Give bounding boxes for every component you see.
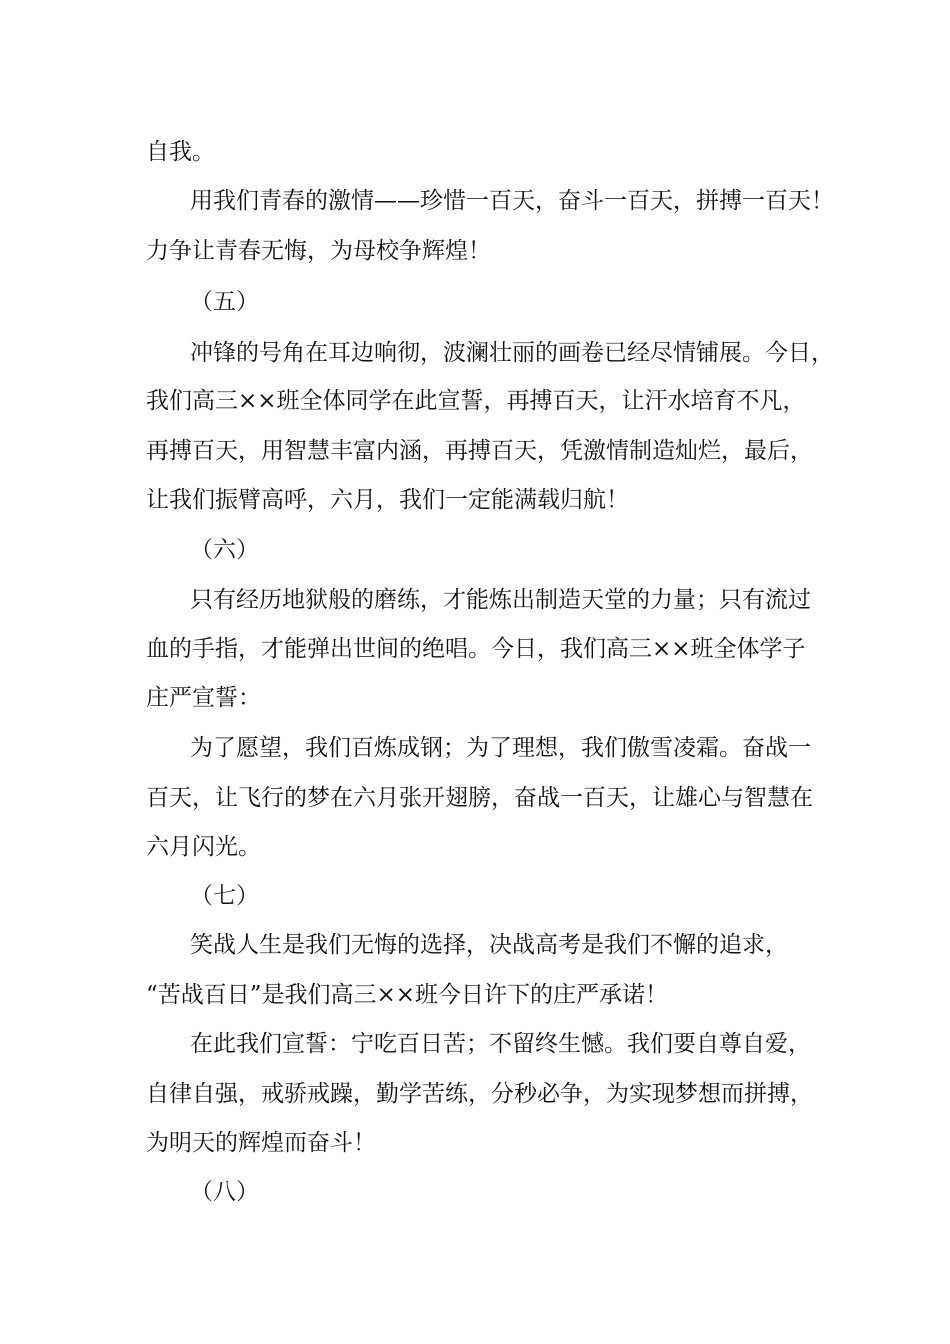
text-line: 冲锋的号角在耳边响彻，波澜壮丽的画卷已经尽情铺展。今日， — [190, 340, 834, 366]
text-line: 为了愿望，我们百炼成钢；为了理想，我们傲雪凌霜。奋战一 — [190, 735, 811, 761]
text-line: 血的手指，才能弹出世间的绝唱。今日，我们高三××班全体学子 — [146, 636, 806, 662]
section-heading: （八） — [190, 1179, 259, 1205]
section-heading: （六） — [190, 537, 259, 563]
text-line: 力争让青春无悔，为母校争辉煌！ — [146, 238, 491, 264]
text-line: 在此我们宣誓：宁吃百日苦；不留终生憾。我们要自尊自爱， — [190, 1031, 811, 1057]
section-heading: （七） — [190, 883, 259, 909]
text-line: 为明天的辉煌而奋斗！ — [146, 1130, 376, 1156]
text-line: 再搏百天，用智慧丰富内涵，再搏百天，凭激情制造灿烂，最后， — [146, 438, 813, 464]
text-line: 让我们振臂高呼，六月，我们一定能满载归航！ — [146, 487, 629, 513]
text-line: 六月闪光。 — [146, 834, 261, 860]
text-line: 用我们青春的激情——珍惜一百天，奋斗一百天，拼搏一百天！ — [190, 188, 834, 214]
text-line: 自我。 — [146, 139, 215, 165]
text-line: 自律自强，戒骄戒躁，勤学苦练，分秒必争，为实现梦想而拼搏， — [146, 1081, 813, 1107]
section-heading: （五） — [190, 289, 259, 315]
text-line: 我们高三××班全体同学在此宣誓，再搏百天，让汗水培育不凡， — [146, 388, 806, 414]
text-line: “苦战百日”是我们高三××班今日许下的庄严承诺！ — [146, 982, 669, 1008]
text-line: 笑战人生是我们无悔的选择，决战高考是我们不懈的追求， — [190, 932, 788, 958]
text-line: 只有经历地狱般的磨练，才能炼出制造天堂的力量；只有流过 — [190, 587, 811, 613]
text-line: 庄严宣誓： — [146, 685, 261, 711]
text-line: 百天，让飞行的梦在六月张开翅膀，奋战一百天，让雄心与智慧在 — [146, 785, 813, 811]
